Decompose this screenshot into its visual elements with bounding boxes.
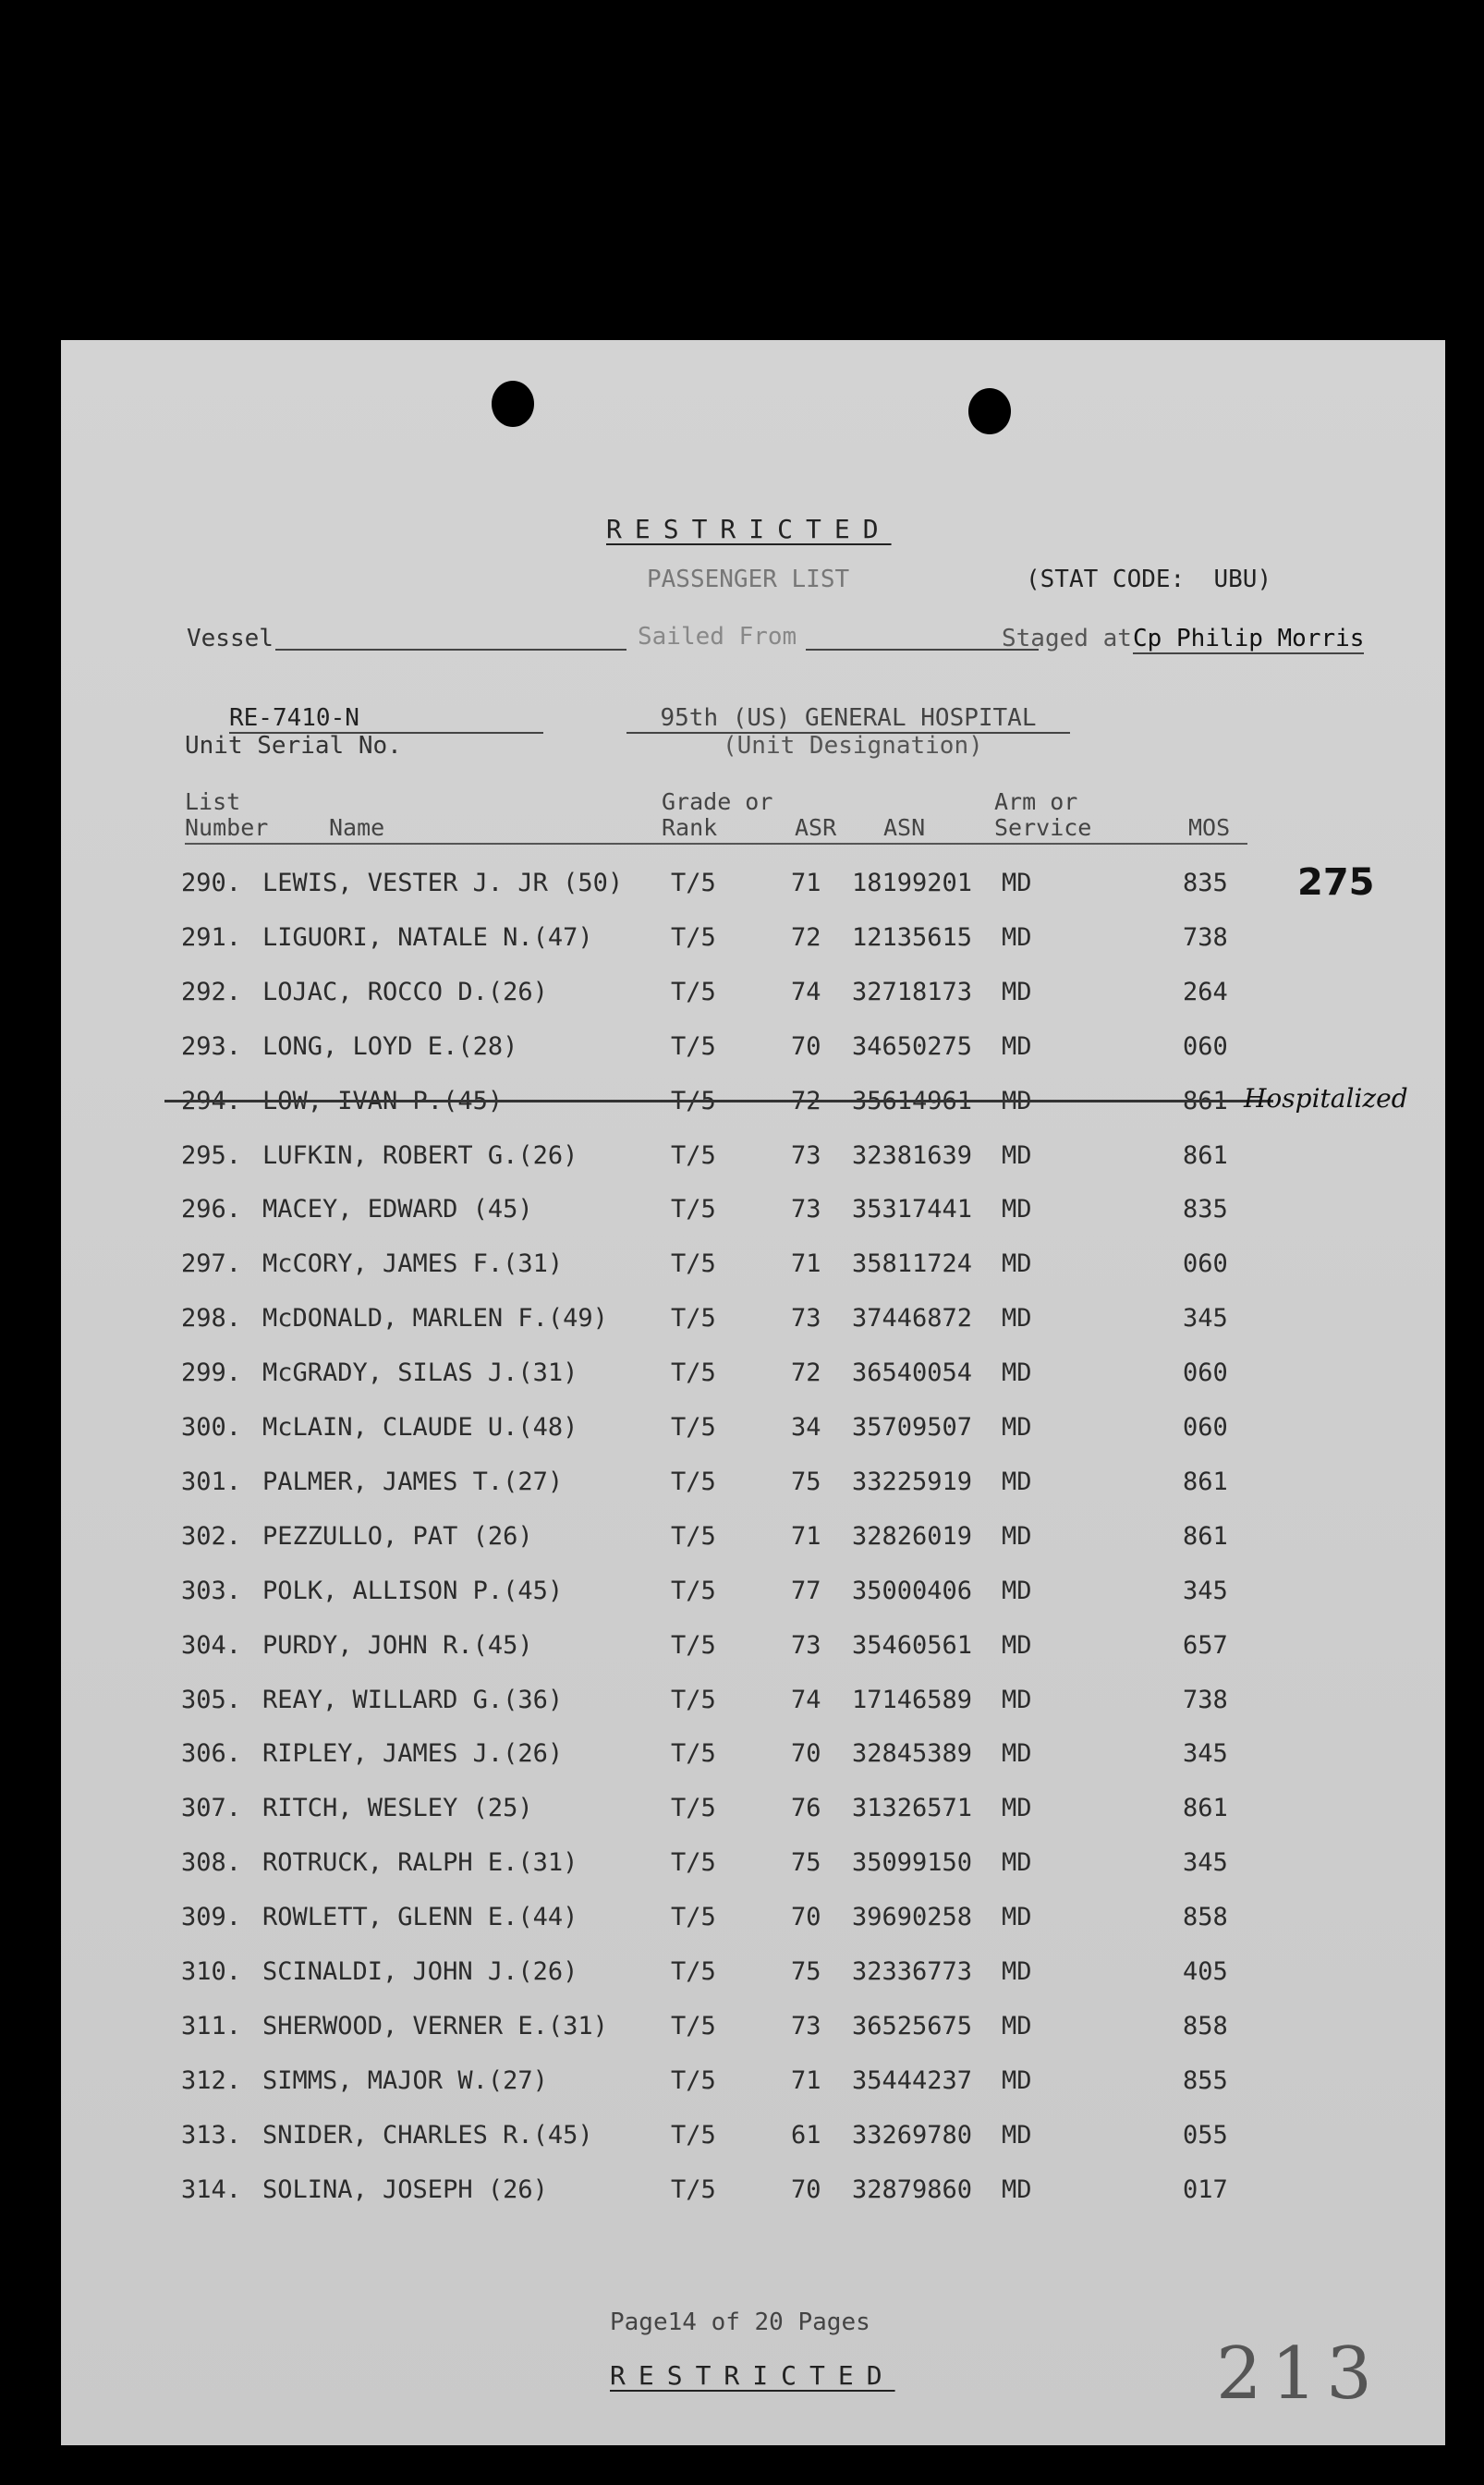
row-arm-service: MD: [1002, 869, 1032, 897]
row-asn: 33269780: [852, 2121, 973, 2150]
row-arm-service: MD: [1002, 1032, 1032, 1061]
restricted-header: RESTRICTED: [606, 514, 892, 544]
row-arm-service: MD: [1002, 1195, 1032, 1224]
row-mos: 855: [1183, 2066, 1228, 2095]
row-asn: 32381639: [852, 1141, 973, 1170]
row-mos: 060: [1183, 1358, 1228, 1387]
row-asr: 73: [791, 1631, 821, 1660]
row-arm-service: MD: [1002, 1141, 1032, 1170]
row-arm-service: MD: [1002, 2175, 1032, 2204]
col-list-number: List Number: [185, 788, 269, 841]
row-name: McCORY, JAMES F.(31): [262, 1249, 564, 1278]
row-asn: 36525675: [852, 2012, 973, 2040]
table-row: [61, 1522, 1445, 1559]
row-arm-service: MD: [1002, 1413, 1032, 1442]
row-mos: 345: [1183, 1304, 1228, 1333]
row-asn: 12135615: [852, 923, 973, 952]
stat-code: (STAT CODE: UBU): [1026, 566, 1272, 593]
col-mos: MOS: [1188, 814, 1231, 841]
row-asn: 33225919: [852, 1468, 973, 1496]
row-mos: 060: [1183, 1413, 1228, 1442]
row-grade: T/5: [671, 923, 716, 952]
row-asr: 73: [791, 1304, 821, 1333]
row-asr: 74: [791, 1686, 821, 1714]
row-arm-service: MD: [1002, 1957, 1032, 1986]
row-name: MACEY, EDWARD (45): [262, 1195, 533, 1224]
row-list-number: 290.: [181, 869, 242, 897]
row-name: LOW, IVAN P.(45): [262, 1087, 504, 1115]
row-name: RITCH, WESLEY (25): [262, 1794, 533, 1822]
row-mos: 657: [1183, 1631, 1228, 1660]
row-asn: 39690258: [852, 1903, 973, 1931]
row-asn: 32718173: [852, 978, 973, 1006]
row-list-number: 296.: [181, 1195, 242, 1224]
table-row: [61, 1141, 1445, 1178]
row-mos: 405: [1183, 1957, 1228, 1986]
row-grade: T/5: [671, 2012, 716, 2040]
row-asr: 71: [791, 1249, 821, 1278]
row-list-number: 314.: [181, 2175, 242, 2204]
row-asn: 17146589: [852, 1686, 973, 1714]
row-mos: 060: [1183, 1249, 1228, 1278]
row-asr: 72: [791, 1358, 821, 1387]
row-mos: 835: [1183, 1195, 1228, 1224]
row-name: SOLINA, JOSEPH (26): [262, 2175, 548, 2204]
punch-hole: [492, 381, 534, 427]
row-grade: T/5: [671, 1957, 716, 1986]
row-asr: 71: [791, 2066, 821, 2095]
row-asn: 35460561: [852, 1631, 973, 1660]
table-row: [61, 1686, 1445, 1723]
list-title: PASSENGER LIST: [647, 566, 850, 593]
row-grade: T/5: [671, 1848, 716, 1877]
row-grade: T/5: [671, 1794, 716, 1822]
row-asn: 37446872: [852, 1304, 973, 1333]
row-asn: 31326571: [852, 1794, 973, 1822]
row-mos: 738: [1183, 923, 1228, 952]
punch-hole: [968, 388, 1011, 434]
row-arm-service: MD: [1002, 1468, 1032, 1496]
row-name: McLAIN, CLAUDE U.(48): [262, 1413, 578, 1442]
row-grade: T/5: [671, 1577, 716, 1605]
row-grade: T/5: [671, 1903, 716, 1931]
sailed-from-label: Sailed From: [638, 623, 797, 651]
row-list-number: 309.: [181, 1903, 242, 1931]
row-arm-service: MD: [1002, 1087, 1032, 1115]
row-grade: T/5: [671, 1631, 716, 1660]
col-asr: ASR: [795, 814, 837, 841]
row-arm-service: MD: [1002, 1358, 1032, 1387]
row-name: LONG, LOYD E.(28): [262, 1032, 518, 1061]
row-arm-service: MD: [1002, 1794, 1032, 1822]
row-name: SNIDER, CHARLES R.(45): [262, 2121, 593, 2150]
unit-serial-value: RE-7410-N: [229, 704, 543, 734]
table-row: [61, 1739, 1445, 1776]
row-asn: 35614961: [852, 1087, 973, 1115]
row-asr: 73: [791, 1195, 821, 1224]
row-grade: T/5: [671, 1087, 716, 1115]
row-name: ROTRUCK, RALPH E.(31): [262, 1848, 578, 1877]
staged-at-label: Staged at: [1002, 625, 1132, 652]
row-list-number: 303.: [181, 1577, 242, 1605]
row-asr: 76: [791, 1794, 821, 1822]
row-mos: 861: [1183, 1468, 1228, 1496]
row-list-number: 300.: [181, 1413, 242, 1442]
strikethrough-line: [164, 1100, 1273, 1102]
row-grade: T/5: [671, 869, 716, 897]
row-list-number: 295.: [181, 1141, 242, 1170]
row-arm-service: MD: [1002, 978, 1032, 1006]
row-asr: 72: [791, 923, 821, 952]
row-asn: 35811724: [852, 1249, 973, 1278]
table-row: [61, 1468, 1445, 1504]
row-name: PEZZULLO, PAT (26): [262, 1522, 533, 1551]
row-mos: 835: [1183, 869, 1228, 897]
table-row: [61, 1903, 1445, 1940]
vessel-label: Vessel: [187, 625, 274, 652]
row-asr: 70: [791, 1032, 821, 1061]
row-mos: 060: [1183, 1032, 1228, 1061]
row-grade: T/5: [671, 2121, 716, 2150]
row-arm-service: MD: [1002, 1686, 1032, 1714]
table-row: [61, 1577, 1445, 1614]
staged-at-value: Cp Philip Morris: [1133, 625, 1365, 652]
table-row: [61, 1358, 1445, 1395]
row-grade: T/5: [671, 978, 716, 1006]
row-list-number: 304.: [181, 1631, 242, 1660]
row-asr: 61: [791, 2121, 821, 2150]
row-mos: 861: [1183, 1522, 1228, 1551]
vessel-field: [275, 649, 626, 651]
table-row: [61, 2175, 1445, 2212]
row-mos: 861: [1183, 1141, 1228, 1170]
row-asr: 70: [791, 2175, 821, 2204]
row-name: POLK, ALLISON P.(45): [262, 1577, 564, 1605]
row-arm-service: MD: [1002, 1631, 1032, 1660]
col-grade: Grade or Rank: [662, 788, 773, 841]
row-name: SHERWOOD, VERNER E.(31): [262, 2012, 608, 2040]
row-mos: 017: [1183, 2175, 1228, 2204]
row-mos: 738: [1183, 1686, 1228, 1714]
row-name: ROWLETT, GLENN E.(44): [262, 1903, 578, 1931]
row-arm-service: MD: [1002, 1522, 1032, 1551]
row-arm-service: MD: [1002, 923, 1032, 952]
row-name: LOJAC, ROCCO D.(26): [262, 978, 548, 1006]
row-arm-service: MD: [1002, 1249, 1032, 1278]
row-asn: 35000406: [852, 1577, 973, 1605]
row-arm-service: MD: [1002, 2012, 1032, 2040]
row-arm-service: MD: [1002, 1903, 1032, 1931]
row-grade: T/5: [671, 1686, 716, 1714]
unit-designation-value: 95th (US) GENERAL HOSPITAL: [626, 704, 1070, 734]
row-name: RIPLEY, JAMES J.(26): [262, 1739, 564, 1768]
row-asr: 75: [791, 1468, 821, 1496]
row-asn: 35099150: [852, 1848, 973, 1877]
row-grade: T/5: [671, 1468, 716, 1496]
row-asn: 32826019: [852, 1522, 973, 1551]
row-grade: T/5: [671, 1141, 716, 1170]
table-row: [61, 1957, 1445, 1994]
row-grade: T/5: [671, 1032, 716, 1061]
row-mos: 264: [1183, 978, 1228, 1006]
row-list-number: 313.: [181, 2121, 242, 2150]
row-asn: 18199201: [852, 869, 973, 897]
row-list-number: 308.: [181, 1848, 242, 1877]
row-mos: 345: [1183, 1848, 1228, 1877]
row-asr: 75: [791, 1957, 821, 1986]
row-grade: T/5: [671, 1195, 716, 1224]
row-grade: T/5: [671, 1739, 716, 1768]
row-asn: 36540054: [852, 1358, 973, 1387]
row-mos: 345: [1183, 1577, 1228, 1605]
row-grade: T/5: [671, 1358, 716, 1387]
col-name: Name: [329, 814, 385, 841]
row-list-number: 302.: [181, 1522, 242, 1551]
row-arm-service: MD: [1002, 2121, 1032, 2150]
row-list-number: 307.: [181, 1794, 242, 1822]
row-asn: 34650275: [852, 1032, 973, 1061]
row-name: SCINALDI, JOHN J.(26): [262, 1957, 578, 1986]
row-asr: 73: [791, 2012, 821, 2040]
row-name: McDONALD, MARLEN F.(49): [262, 1304, 608, 1333]
table-row: [61, 869, 1445, 906]
row-asr: 70: [791, 1903, 821, 1931]
row-asr: 73: [791, 1141, 821, 1170]
table-row: [61, 1631, 1445, 1668]
row-grade: T/5: [671, 1413, 716, 1442]
unit-serial-label: Unit Serial No.: [185, 732, 402, 760]
table-row: [61, 1413, 1445, 1450]
row-asr: 34: [791, 1413, 821, 1442]
row-list-number: 311.: [181, 2012, 242, 2040]
row-name: PURDY, JOHN R.(45): [262, 1631, 533, 1660]
row-asr: 77: [791, 1577, 821, 1605]
row-asr: 75: [791, 1848, 821, 1877]
row-grade: T/5: [671, 1249, 716, 1278]
row-mos: 055: [1183, 2121, 1228, 2150]
row-list-number: 301.: [181, 1468, 242, 1496]
row-asn: 32336773: [852, 1957, 973, 1986]
row-list-number: 298.: [181, 1304, 242, 1333]
table-row: [61, 1848, 1445, 1885]
row-asr: 70: [791, 1739, 821, 1768]
row-name: LEWIS, VESTER J. JR (50): [262, 869, 624, 897]
row-asr: 71: [791, 869, 821, 897]
row-list-number: 297.: [181, 1249, 242, 1278]
row-grade: T/5: [671, 1522, 716, 1551]
handwritten-note: Hospitalized: [1244, 1083, 1408, 1114]
row-list-number: 291.: [181, 923, 242, 952]
table-row: [61, 1032, 1445, 1069]
table-row: [61, 2012, 1445, 2049]
row-list-number: 294.: [181, 1087, 242, 1115]
restricted-footer: RESTRICTED: [610, 2360, 895, 2391]
row-arm-service: MD: [1002, 1848, 1032, 1877]
row-asn: 35709507: [852, 1413, 973, 1442]
row-mos: 858: [1183, 1903, 1228, 1931]
table-row: [61, 923, 1445, 960]
header-rule: [185, 843, 1247, 845]
row-list-number: 312.: [181, 2066, 242, 2095]
document-page: [61, 340, 1445, 2445]
row-asr: 74: [791, 978, 821, 1006]
stamped-number: 275: [1297, 861, 1375, 904]
row-asr: 71: [791, 1522, 821, 1551]
row-mos: 858: [1183, 2012, 1228, 2040]
row-list-number: 310.: [181, 1957, 242, 1986]
table-row: [61, 1249, 1445, 1286]
row-asn: 35444237: [852, 2066, 973, 2095]
unit-designation-label: (Unit Designation): [723, 732, 983, 760]
row-asn: 32879860: [852, 2175, 973, 2204]
row-grade: T/5: [671, 1304, 716, 1333]
row-mos: 861: [1183, 1794, 1228, 1822]
row-asr: 72: [791, 1087, 821, 1115]
row-arm-service: MD: [1002, 1577, 1032, 1605]
row-arm-service: MD: [1002, 1739, 1032, 1768]
row-list-number: 293.: [181, 1032, 242, 1061]
row-list-number: 306.: [181, 1739, 242, 1768]
row-mos: 861: [1183, 1087, 1228, 1115]
row-asn: 32845389: [852, 1739, 973, 1768]
table-row: [61, 1304, 1445, 1341]
row-list-number: 305.: [181, 1686, 242, 1714]
col-asn: ASN: [883, 814, 926, 841]
row-arm-service: MD: [1002, 1304, 1032, 1333]
row-name: SIMMS, MAJOR W.(27): [262, 2066, 548, 2095]
table-row: [61, 1794, 1445, 1831]
table-row: [61, 2121, 1445, 2158]
row-name: LIGUORI, NATALE N.(47): [262, 923, 593, 952]
table-row: [61, 1195, 1445, 1232]
row-name: LUFKIN, ROBERT G.(26): [262, 1141, 578, 1170]
row-arm-service: MD: [1002, 2066, 1032, 2095]
col-arm-service: Arm or Service: [994, 788, 1092, 841]
row-mos: 345: [1183, 1739, 1228, 1768]
row-name: McGRADY, SILAS J.(31): [262, 1358, 578, 1387]
row-name: REAY, WILLARD G.(36): [262, 1686, 564, 1714]
pencil-number: 213: [1216, 2333, 1381, 2416]
row-list-number: 299.: [181, 1358, 242, 1387]
table-row: [61, 1083, 1445, 1124]
row-asn: 35317441: [852, 1195, 973, 1224]
page-number: Page14 of 20 Pages: [610, 2308, 870, 2336]
table-row: [61, 978, 1445, 1015]
row-grade: T/5: [671, 2066, 716, 2095]
row-grade: T/5: [671, 2175, 716, 2204]
table-row: [61, 2066, 1445, 2103]
row-list-number: 292.: [181, 978, 242, 1006]
row-name: PALMER, JAMES T.(27): [262, 1468, 564, 1496]
